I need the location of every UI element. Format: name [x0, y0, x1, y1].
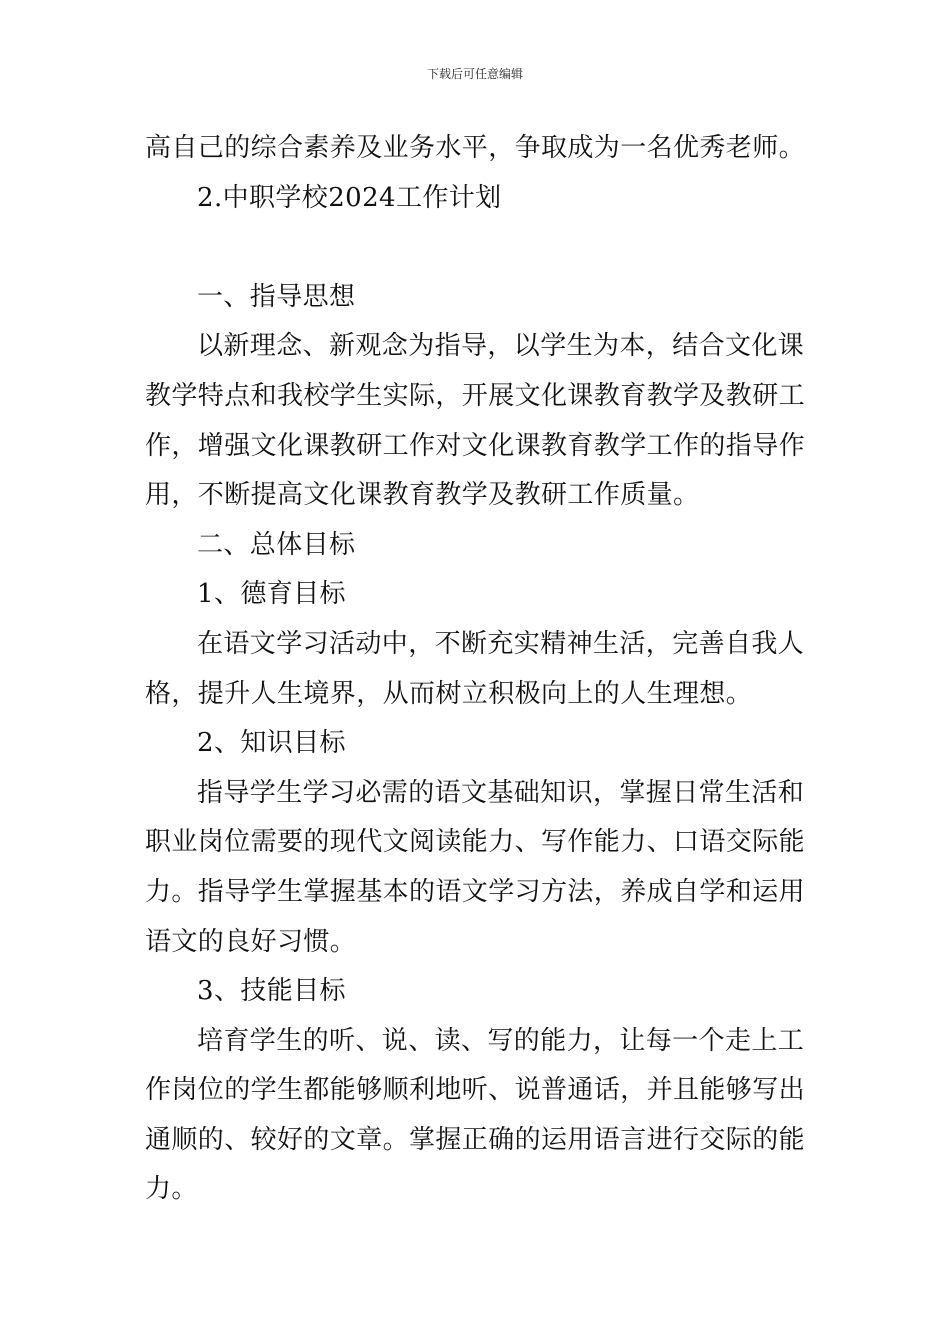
text-line: 职业岗位需要的现代文阅读能力、写作能力、口语交际能: [145, 827, 806, 858]
text-line: 通顺的、较好的文章。掌握正确的运用语言进行交际的能: [145, 1124, 806, 1155]
header-note: 下载后可任意编辑: [426, 67, 523, 81]
text-line: 作，增强文化课教研工作对文化课教育教学工作的指导作: [145, 430, 806, 461]
text-line: 高自己的综合素养及业务水平，争取成为一名优秀老师。: [145, 133, 806, 163]
heading-overall-goals: 二、总体目标: [197, 529, 356, 560]
text-line: 以新理念、新观念为指导，以学生为本，结合文化课: [197, 331, 805, 362]
text-line: 在语文学习活动中，不断充实精神生活，完善自我人: [197, 628, 805, 659]
heading-guiding-ideology: 一、指导思想: [197, 281, 356, 312]
document-body: [145, 124, 810, 1215]
text-line: 教学特点和我校学生实际，开展文化课教育教学及教研工: [145, 380, 806, 411]
heading-moral-goal: 1、德育目标: [197, 579, 346, 610]
text-line: 力。: [145, 1174, 198, 1205]
text-line: 培育学生的听、说、读、写的能力，让每一个走上工: [197, 1025, 805, 1056]
text-line: 作岗位的学生都能够顺利地听、说普通话，并且能够写出: [145, 1075, 806, 1106]
text-line: 语文的良好习惯。: [145, 926, 357, 957]
heading-knowledge-goal: 2、知识目标: [197, 728, 346, 759]
blank-line: [145, 223, 810, 273]
section-title: 2.中职学校2024工作计划: [197, 182, 502, 213]
text-line: 力。指导学生掌握基本的语文学习方法，养成自学和运用: [145, 876, 806, 907]
text-line: 用，不断提高文化课教育教学及教研工作质量。: [145, 480, 700, 511]
heading-skill-goal: 3、技能目标: [197, 976, 346, 1007]
text-line: 格，提升人生境界，从而树立积极向上的人生理想。: [145, 678, 753, 709]
text-line: 指导学生学习必需的语文基础知识，掌握日常生活和: [197, 777, 805, 808]
